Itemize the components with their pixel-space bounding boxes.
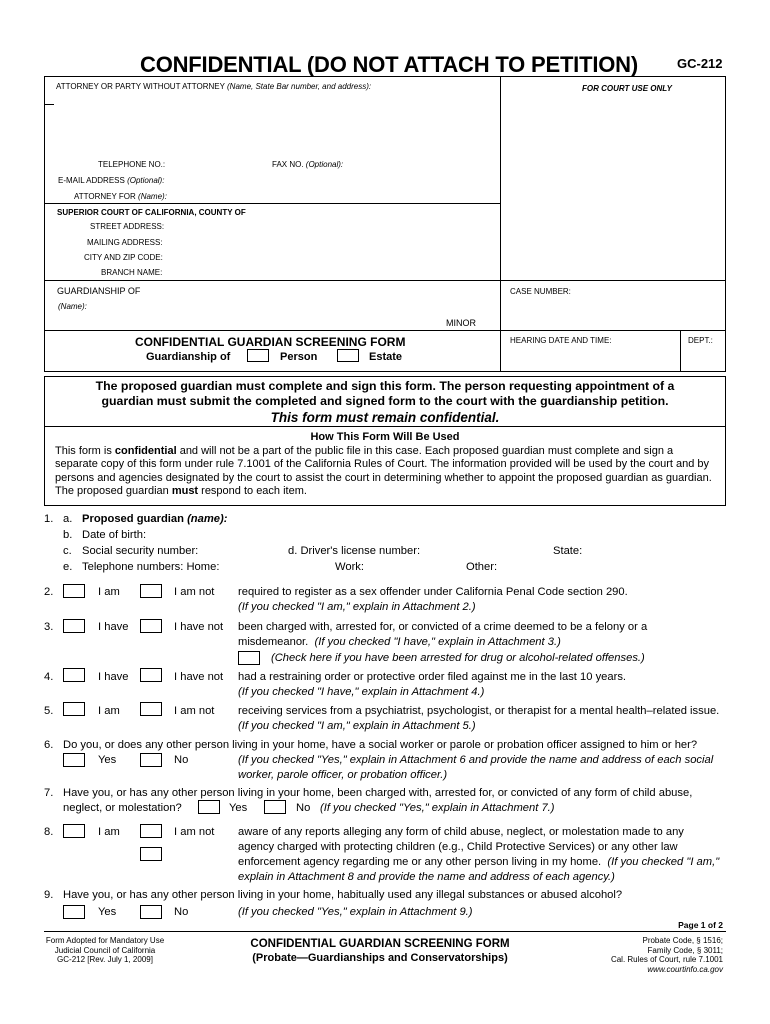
item-3-drug-checkbox[interactable] [238, 651, 260, 665]
how-used-text: This form is confidential and will not be a part of the public file in this case. Each proposed guardian must complete and sign a separate copy of this form under rule 7.1001 of the California Rules of Court. The information provided will be used by the court and by persons and agencies designated by the court to assist the court in determining whether to appoint the proposed guardian as guardian. The proposed guardian must respond to each item. [55, 445, 712, 498]
screening-form-title: CONFIDENTIAL GUARDIAN SCREENING FORM [135, 335, 406, 349]
item-1a-letter: a. [63, 513, 73, 525]
minor-label: MINOR [446, 318, 476, 328]
item-2-no-checkbox[interactable] [140, 584, 162, 598]
how-used-box [44, 426, 726, 506]
item-9-no-label: No [174, 906, 189, 918]
item-8-text-line-2: agency charged with protecting children (e.g., Child Protective Services) or any other law [238, 841, 678, 853]
item-1e-other: Other: [466, 561, 498, 573]
item-3-text-line-2: misdemeanor. (If you checked "I have," explain in Attachment 3.) [238, 636, 561, 648]
item-8-yes-checkbox[interactable] [63, 824, 85, 838]
footer-website-link[interactable]: www.courtinfo.ca.gov [647, 964, 723, 974]
item-1a-label: Proposed guardian (name): [82, 513, 228, 525]
item-7-number: 7. [44, 787, 54, 799]
court-label: SUPERIOR COURT OF CALIFORNIA, COUNTY OF [57, 208, 246, 217]
item-2-yes-checkbox[interactable] [63, 584, 85, 598]
item-3-text-line-1: been charged with, arrested for, or convicted of a crime deemed to be a felony or a [238, 621, 648, 633]
item-4-no-checkbox[interactable] [140, 668, 162, 682]
item-5-no-label: I am not [174, 705, 215, 717]
item-4-text: had a restraining order or protective order filed against me in the last 10 years. [238, 671, 627, 683]
name-hint: (Name): [58, 302, 87, 311]
item-1c-letter: c. [63, 545, 72, 557]
item-8-no-label: I am not [174, 826, 215, 838]
item-9-yes-label: Yes [98, 906, 117, 918]
branch-label: BRANCH NAME: [101, 268, 163, 277]
instructions-box [44, 376, 726, 426]
footer-adopted: Form Adopted for Mandatory Use Judicial Council of California GC-212 [Rev. July 1, 2009] [45, 936, 165, 964]
item-6-hint-line-2: worker, parole officer, or probation officer.) [238, 769, 448, 781]
item-1d-label: d. Driver's license number: [288, 545, 421, 557]
hearing-label: HEARING DATE AND TIME: [510, 336, 612, 345]
footer-form-title: CONFIDENTIAL GUARDIAN SCREENING FORM (Probate—Guardianships and Conservatorships) [250, 938, 510, 964]
item-4-hint: (If you checked "I have," explain in Attachment 4.) [238, 686, 485, 698]
item-7-yes-label: Yes [229, 802, 248, 814]
item-5-yes-label: I am [98, 705, 120, 717]
instructions-line-1: The proposed guardian must complete and sign this form. The person requesting appointment of a [95, 379, 675, 393]
line-after-court [44, 280, 726, 281]
mailing-label: MAILING ADDRESS: [87, 238, 163, 247]
attorney-label: ATTORNEY OR PARTY WITHOUT ATTORNEY (Name, State Bar number, and address): [56, 82, 372, 91]
item-9-number: 9. [44, 889, 54, 901]
item-1b-letter: b. [63, 529, 73, 541]
item-6-yes-checkbox[interactable] [63, 753, 85, 767]
dept-divider [680, 330, 681, 372]
item-6-hint-line-1: (If you checked "Yes," explain in Attachment 6 and provide the name and address of each social [238, 754, 714, 766]
item-8-hint: explain in Attachment 8 and provide the name and address of each agency.) [238, 871, 615, 883]
person-label: Person [280, 351, 318, 363]
item-7-no-label: No [296, 802, 311, 814]
line-after-minor [44, 330, 726, 331]
item-1c-label: Social security number: [82, 545, 199, 557]
item-9-yes-checkbox[interactable] [63, 905, 85, 919]
item-8-number: 8. [44, 826, 54, 838]
item-5-number: 5. [44, 705, 54, 717]
item-9-no-checkbox[interactable] [140, 905, 162, 919]
item-6-no-checkbox[interactable] [140, 753, 162, 767]
item-1b-label: Date of birth: [82, 529, 147, 541]
attorney-for-label: ATTORNEY FOR (Name): [74, 192, 167, 201]
item-4-no-label: I have not [174, 671, 224, 683]
item-3-yes-checkbox[interactable] [63, 619, 85, 633]
form-title: CONFIDENTIAL (DO NOT ATTACH TO PETITION) [140, 52, 638, 77]
item-5-text: receiving services from a psychiatrist, psychologist, or therapist for a mental health–related issue. [238, 705, 720, 717]
item-6-yes-label: Yes [98, 754, 117, 766]
item-2-no-label: I am not [174, 586, 215, 598]
item-2-number: 2. [44, 586, 54, 598]
footer-rule [44, 931, 726, 932]
item-5-no-checkbox[interactable] [140, 702, 162, 716]
how-used-title: How This Form Will Be Used [310, 431, 460, 443]
item-8-text-line-1: aware of any reports alleging any form of child abuse, neglect, or molestation made to any [238, 826, 684, 838]
item-4-number: 4. [44, 671, 54, 683]
telephone-label: TELEPHONE NO.: [98, 160, 166, 169]
item-4-yes-label: I have [98, 671, 129, 683]
item-3-no-label: I have not [174, 621, 224, 633]
item-6-number: 6. [44, 739, 54, 751]
guardianship-of-line: Guardianship of [146, 351, 231, 363]
item-2-hint: (If you checked "I am," explain in Attachment 2.) [238, 601, 476, 613]
form-number: GC-212 [677, 56, 723, 71]
item-7-text-line-2: neglect, or molestation? [63, 802, 182, 814]
item-3-yes-label: I have [98, 621, 129, 633]
item-9-hint: (If you checked "Yes," explain in Attachment 9.) [238, 906, 473, 918]
item-1d-state: State: [553, 545, 583, 557]
item-2-yes-label: I am [98, 586, 120, 598]
item-8-extra-checkbox[interactable] [140, 847, 162, 861]
fax-label: FAX NO. (Optional): [272, 160, 344, 169]
case-number-label: CASE NUMBER: [510, 287, 571, 296]
confidential-notice: This form must remain confidential. [270, 410, 500, 425]
item-8-text-line-3: enforcement agency regarding me or any other person living in my home. (If you checked "I am," [238, 856, 720, 868]
page-number: Page 1 of 2 [678, 920, 723, 930]
email-label: E-MAIL ADDRESS (Optional): [58, 176, 165, 185]
footer-citations: Probate Code, § 1516; Family Code, § 3011; Cal. Rules of Court, rule 7.1001 www.courtinfo.ca.gov [560, 936, 723, 974]
item-8-yes-label: I am [98, 826, 120, 838]
item-6-text: Do you, or does any other person living in your home, have a social worker or parole or probation officer assigned to him or her? [63, 739, 698, 751]
person-checkbox[interactable] [247, 349, 269, 362]
item-3-drug-label: (Check here if you have been arrested for drug or alcohol-related offenses.) [271, 652, 645, 664]
dept-label: DEPT.: [688, 336, 713, 345]
street-label: STREET ADDRESS: [90, 222, 165, 231]
item-5-yes-checkbox[interactable] [63, 702, 85, 716]
item-8-no-checkbox[interactable] [140, 824, 162, 838]
attorney-marker [44, 104, 54, 105]
item-6-no-label: No [174, 754, 189, 766]
item-4-yes-checkbox[interactable] [63, 668, 85, 682]
court-use-label: FOR COURT USE ONLY [582, 84, 672, 93]
item-2-text: required to register as a sex offender under California Penal Code section 290. [238, 586, 628, 598]
guardianship-of-label: GUARDIANSHIP OF [57, 286, 141, 296]
item-7-hint: (If you checked "Yes," explain in Attachment 7.) [320, 802, 555, 814]
item-5-hint: (If you checked "I am," explain in Attachment 5.) [238, 720, 476, 732]
item-3-no-checkbox[interactable] [140, 619, 162, 633]
item-9-text: Have you, or has any other person living in your home, habitually used any illegal substances or abused alcohol? [63, 889, 623, 901]
item-1e-work: Work: [335, 561, 365, 573]
item-1-number: 1. [44, 513, 54, 525]
item-1e-letter: e. [63, 561, 73, 573]
item-7-text-line-1: Have you, or has any other person living in your home, been charged with, arrested for, or convicted of any form of child abuse, [63, 787, 693, 799]
item-7-yes-checkbox[interactable] [198, 800, 220, 814]
item-3-number: 3. [44, 621, 54, 633]
estate-checkbox[interactable] [337, 349, 359, 362]
court-use-divider [500, 76, 501, 372]
estate-label: Estate [369, 351, 403, 363]
item-7-no-checkbox[interactable] [264, 800, 286, 814]
item-1e-label: Telephone numbers: Home: [82, 561, 220, 573]
line-after-attorney [44, 203, 501, 204]
instructions-line-2: guardian must submit the completed and signed form to the court with the guardianship petition. [101, 394, 669, 408]
city-label: CITY AND ZIP CODE: [84, 253, 163, 262]
